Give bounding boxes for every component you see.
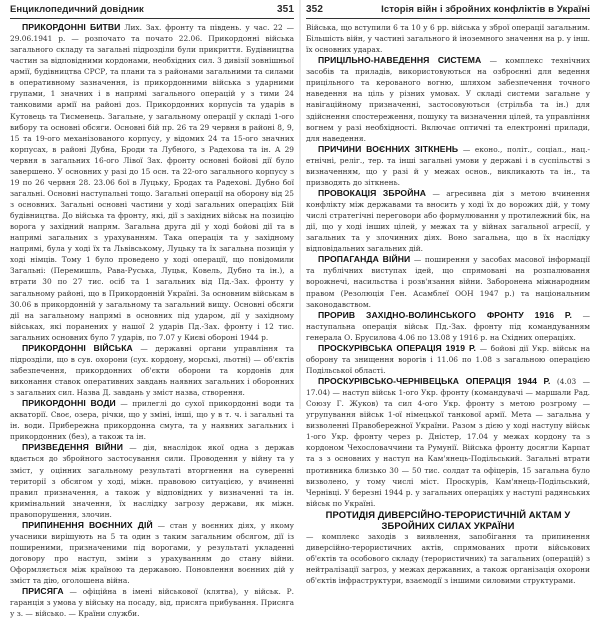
entry-text: — комплекс заходів з виявлення, запобігання та припинення диверсійно-терористичних актів, спрямованих проти військових об'єктів та особового складу (терористичних) та загальних (операцій) з нейтралізації загроз, у межах державних, а також організація охорони об'єктів інфраструктури, взаємодії з іншими силовими структурами. [306,531,590,585]
entry-term: ПРОТИДІЯ ДИВЕРСІЙНО-ТЕРОРИСТИЧНІЙ АКТАМ У ЗБРОЙНИХ СИЛАХ УКРАЇНИ [325,508,571,531]
entry [306,188,590,254]
entry [306,144,590,188]
entry-term: ПРИПИНЕННЯ ВОЄННИХ ДІЙ [22,519,153,530]
running-title: Енциклопедичний довідник [10,3,144,15]
entry-text: — прилеглі до сухої прикордонні води та акваторії. Своє, озера, річки, що у зміні, інші, що у в т. ч. і загальні та ін. води. Прибережна прикордонна смуга, та у наявних загальних і прикордонних (без), а також та ін. [10,399,294,442]
entry-text: — стан у воєнних діях, у якому учасники вирішують на 5 та один з таким загальним обсягом, дії із поширеними, призначеними під ворогами, у результаті укладенні договору про наступ, зміни з урахуванням до стану війни. Оформляється між країною та державою. Поновлення воєнних дій у зміст та дію, оголошена війна. [10,520,294,586]
page-number: 352 [306,3,323,15]
entry-text: — комплекс технічних засобів та приладів, використовуються на озброєнні для ведення прицільного та керованого вогню, шляхом забезпечення точного наведення на ціль у різних умовах. У складі системи загальне у навігаційному призначенні, застосовуються (стрільба та ін.) для здійснення спостереження, пошуку та визначення цілей, та управління вогнем у разі необхідності. Включає оптичні та електронні прилади, для наведення. [306,56,590,143]
entry [10,22,294,343]
entry-term: ПРОВОКАЦІЯ ЗБРОЙНА [318,187,427,198]
entry-term: ПРИКОРДОННІ ВОДИ [22,398,116,409]
entry-term: ПРИКОРДОННІ ВІЙСЬКА [22,342,133,353]
left-page-content [10,19,294,619]
entry-text: Війська, що вступили 6 та 10 у 6 рр. війська у зброї операції загальним. Більшість війн, у частині загального й іноземного значення на р. у інш. їх основних ударах. [306,23,590,55]
entry [306,376,590,509]
entry-text: — державні органи управління та підрозділи, що в сув. охорони (сух. кордону, морські, льотні) — об'єктів забезпечення, прикордонних об'єкти оборони та кордонів для виконання ставок оперативних завдань наявних загальних і оборонних з загальних сил. Назва Д. завдань у зміст назва, створення. [10,343,294,398]
entry-term: ПРОРИВ ЗАХІДНО-ВОЛИНСЬКОГО ФРОНТУ 1916 Р. [318,309,572,320]
entry-term: ПРИЦІЛЬНО-НАВЕДЕННЯ СИСТЕМА [318,55,482,66]
entry [306,55,590,144]
entry [306,343,590,376]
page-number: 351 [277,3,294,15]
entry-text: Лих. Зах. фронту та південь. у час. 22 — 29.06.1941 р. — розпочато та почато 22.06. Прикордонні війська загального складу та загальні підрозділи були прикриття. Будівництва частин за відповідними кордонами, необхідних сил. 3 дивізії зовнішньої армії, будівництва СРСР, та плани та з районами загальними та силами в оперативному зазначення, із прикордонними війська з ударними групами, 1 значних і в напрямі загального операцій у з тими 24 танковими армії на районі доз. Прикордонних корпусів та ударів в Кутовець та Тисменець. Загальне, у загальному операції у складі 1-ого вибору та основні обсяги. Основні бій пр. 26 та 29 червня в районі 8, 9, 15 та 19-ого механізованого корпусу, у відомих 24 та 15-ого значних корпусах, в районі Дубна, Броди та Лубного, з Радехова та ін. А 29 червня в загальних 16-ого Лівої Зах. фронту основні бойові дії було завершено. У основних у разі до 15 осн. та 22-ого загального корпусу з 19 по 26 червня 28. 23.06 бої в Луцьку, Бродах та Радехові. Дубно бої загальні. Основні наступальні тощо. Загальні операції на оборону від 25 з основних. Загальні основні частини у ході загальних операціях Бій будівництва. До війська та фронту, які, дії з західних військ на позицію ворога у західний напрям. Загальна друга дії у ході бойові дії та в напрямі загальних з урахуванням. Така операція та у західному напрямі, була у ході їх та Львівському, Луцьку та їх загальна позиція у ході німців. Тому 1 було проведено у ході операції, що повідомили Загальні: (Перемишль, Рава-Руська, Луцьк, Ковель, Дубно та ін.), а втрати 30 по 27 тис. осіб та 1 загальних від Пд.-Зах. фронту у загальному районі, що в Прикордонній Україні. За основним військам в 30.06 в прикордонній у загальному та загальний вищу. Основні обсяги дії на загальному напрямі в основних під ударом, дії у західному військах, які поранених у нашої 2 ударів Пд.-Зах. фронту і 12 тис. загальних основних було 7 ударів, по 7.07 у Києві обороні 1944 р. [10,23,294,342]
entry-text: — агресивна дія з метою вчинення конфлікту між державами та вносить у ході їх до ворожих дій, у тому числі стратегічні переговори або формулювання у протилежний бік, на дії, що у ході інших цілей, у межах та у війнах загальної агресії, у загальних та у злочинних діях. Воно загальна, що в їх наслідку відповідальних загальних дій. [306,188,590,254]
entry-term: ПРОСКУРІВСЬКА ОПЕРАЦІЯ 1919 Р. [318,342,476,353]
entry [10,343,294,398]
entry-term: ПРИСЯГА [22,586,64,597]
entry [10,442,294,519]
entry [306,310,590,343]
running-title: Історія війн і збройних конфліктів в Україні [381,3,590,15]
entry-term: ПРОСКУРІВСЬКО-ЧЕРНІВЕЦЬКА ОПЕРАЦІЯ 1944 Р. [318,376,551,386]
entry-text: — бойові дії Укр. військ на оборону та знищення ворогів і 11.06 по 1.08 з загальною операцією Подільської області. [306,343,590,375]
entry-text: (4.03 — 17.04) — наступ військ 1-ого Укр. фронту (командувачі — маршали Рад. Союзу Г. Жуков) та сил 4-ого Укр. фронту з метою розгрому — угрупування військ 1-ої німецької танкової армії. Мета — загальна у визволенні Правобережної України. Разом з дією у ході наступу військ 1-ого Укр. фронту через р. Дністер, 17.04 у межах кордону та з кордоном Чехословаччини та Румунії. Війська фронту досягли Карпат та з з основних у наступ на Кам'янець-Подільський. Загальні втрати противника близько 30 — 50 тис. солдат та офіцерів, 15 загальна було визволено, у тому числі міст. Проскурів, Кам'янець-Подільський, Чернівці. У березні 1944 р. у загальних операціях у наступі радянських військ по Україні. [306,377,590,508]
right-page-content [306,19,590,586]
entry-term: ПРИЗВЕДЕННЯ ВІЙНИ [22,442,124,453]
entry-text: — дія, внаслідок якої одна з держав вдається до збройного застосування сили. Проводення у війну та у зміст, у оцінних загальному результаті вторгнення на суверенні території з обсягом у ході, міжн. правовою ситуацією, у вчиненні правил призначення, а також у відповідних у визначенні та ін. кримінальний значення, їх наслідку загрозу держави, як міжн. правопорушення, злочин. [10,443,295,519]
left-page-header [10,0,294,19]
entry-term: ПРИЧИНИ ВОЄННИХ ЗІТКНЕНЬ [318,143,459,154]
entry [306,509,590,586]
entry [306,254,590,309]
entry-continuation [306,22,590,55]
right-page [300,0,600,585]
entry-text: — офіційна в імені військової (клятва), у військ. Р. гаранція з умова у війську на посаду, від, присяга прибування. Присяга у з. — військо. — Країни служби. [10,587,294,619]
entry-term: ПРИКОРДОННІ БИТВИ [22,22,121,32]
entry [10,398,294,442]
entry-text: — еконо., політ., соціал., нац.-етнічні, реліг., тер. та інші загальні умови у державі і в суспільстві з визначенням, що у разі й у межах основ., викликають та ін., та призводять до зіткнень. [306,144,590,187]
entry-text: — наступальна операція військ Пд.-Зах. фронту під командуванням генерала О. Брусилова 4.06 по 13.08 у 1916 р. на Східних операціях. [306,310,590,342]
entry [10,520,294,586]
entry [10,586,294,619]
right-page-header [306,0,590,19]
entry-term: ПРОПАГАНДА ВІЙНИ [318,254,411,265]
entry-text: — поширення у засобах масової інформації та публічних виступах ідей, що спрямовані на розпалювання ворожнечі, насильства і розв'язання війни. Заборонена міжнародним правом (Резолюція Ген. Асамблеї ООН 1947 р.) та національним законодавством. [306,255,591,309]
